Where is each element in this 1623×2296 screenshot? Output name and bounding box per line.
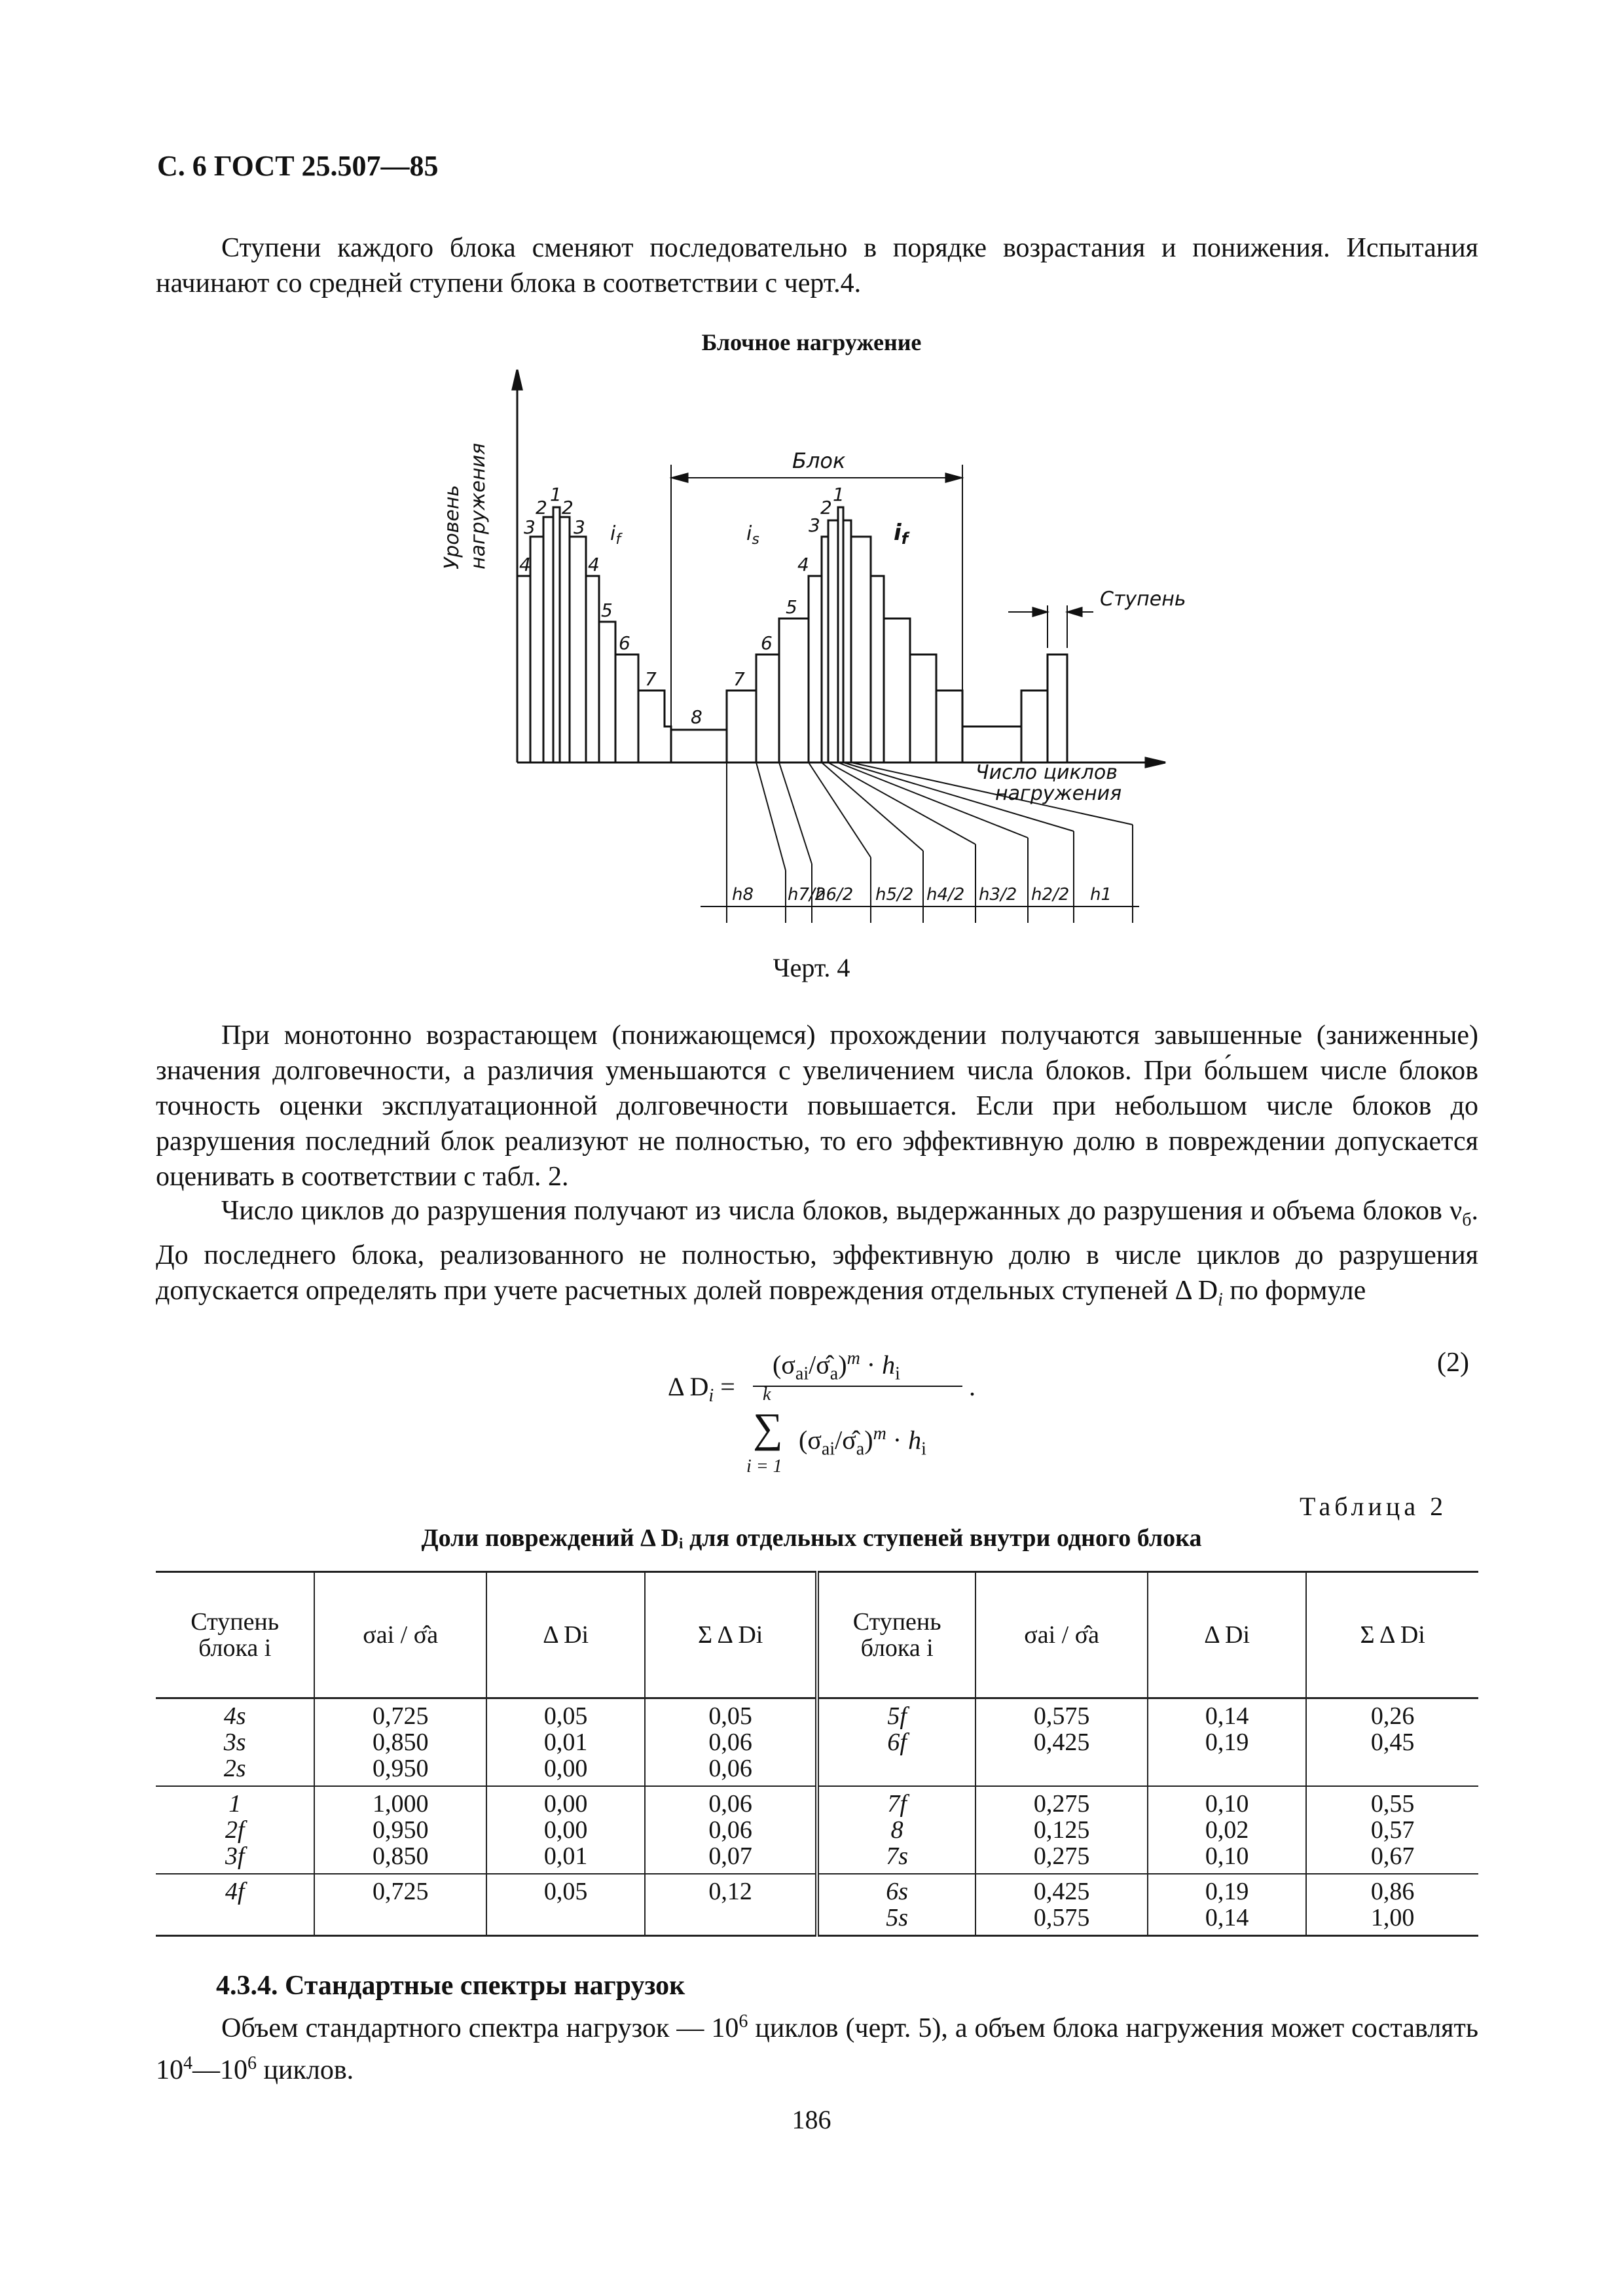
cell-value: 5f (887, 1702, 907, 1730)
table-cell (1148, 1698, 1306, 1787)
cell-value: 0,725 (372, 1878, 429, 1905)
cell-value: 3f (225, 1842, 245, 1870)
cell-value: 0,00 (543, 1790, 588, 1818)
h-label-6: h6/2 (815, 885, 854, 905)
cell-value: 0,10 (1205, 1790, 1249, 1818)
step-num-7-main: 7 (733, 668, 745, 690)
step-num-7-left: 7 (645, 668, 657, 690)
y-axis-label-2: нагружения (467, 442, 490, 569)
cell-value: 0,10 (1205, 1842, 1249, 1870)
table-cell (976, 1874, 1148, 1936)
col-dd-right: Δ Di (1148, 1572, 1306, 1698)
h-label-7: h7/2 (788, 885, 826, 905)
step-num-6-main: 6 (761, 632, 773, 654)
formula-denominator: $(\sigma_{ai}/\sigmâ_a)^m \cdot h_i$ (799, 1424, 926, 1460)
table-cell (976, 1786, 1148, 1874)
cell-value: 0,57 (1370, 1816, 1415, 1844)
formula-2: Δ $D_i$ = $(\sigma_{ai}/\sigmâ_a)^m \cdot h_i$ . k ∑ i = 1 $(\sigma_{ai}/\sigmâ_a)^m \cdot h_i$ (668, 1348, 976, 1477)
i-s-label: $i_s$ (746, 522, 759, 548)
table-cell (1148, 1874, 1306, 1936)
cell-value: 0,275 (1033, 1842, 1090, 1870)
cell-value: 6s (886, 1878, 909, 1905)
paragraph-3: Число циклов до разрушения получают из числа блоков, выдержанных до разрушения и объема блоков $\nu_б$. До последнего блока, реализованного не полностью, эффективную долю в числе циклов до разрушения допускается определять при учете расчетных долей повреждения отдельных ступеней Δ $D_i$ по формуле (156, 1196, 1478, 1310)
cell-value: 0,00 (543, 1755, 588, 1782)
paragraph-2-text: При монотонно возрастающем (понижающемся) прохождении получаются завышенные (заниженные) значения долговечности, а различия уменьшаются с увеличением числа блоков. При бо́льшем числе блоков точность оценки эксплуатационной долговечности повышается. Если при небольшом числе блоков до разрушения последний блок реализуют не полностью, то его эффективную долю в повреждении допускается оценивать в соответствии с табл. 2. (156, 1020, 1478, 1192)
cell-value: 0,01 (543, 1729, 588, 1756)
table-row (156, 1786, 1478, 1874)
h-label-8: h8 (732, 885, 754, 905)
figure-title: Блочное нагружение (701, 329, 922, 355)
table-cell (314, 1786, 486, 1874)
cell-value: 1 (228, 1790, 242, 1818)
col-step-left: Ступень блока i (156, 1572, 314, 1698)
x-axis-label-2: нагружения (995, 782, 1122, 805)
intro-paragraph (156, 230, 1478, 301)
cell-value: 0,05 (543, 1702, 588, 1730)
cell-value: 0,06 (708, 1790, 752, 1818)
cell-value: 7f (887, 1790, 907, 1818)
cell-value: 4f (225, 1878, 245, 1905)
cell-value: 0,26 (1370, 1702, 1415, 1730)
cell-value: 0,55 (1370, 1790, 1415, 1818)
cell-value: 1,00 (1370, 1904, 1415, 1931)
step-num-5-main: 5 (786, 596, 797, 618)
step-num-4b-left: 4 (588, 554, 600, 575)
cell-value: 0,06 (708, 1729, 752, 1756)
cell-value: 0,950 (372, 1755, 429, 1782)
cell-value: 0,575 (1033, 1702, 1090, 1730)
cell-value: 3s (223, 1729, 246, 1756)
step-num-1-left: 1 (550, 484, 562, 505)
cell-value: 0,425 (1033, 1729, 1090, 1756)
table-cell (645, 1786, 817, 1874)
step-num-5-left: 5 (601, 600, 613, 621)
table-cell (1148, 1786, 1306, 1874)
step-num-3b-left: 3 (574, 516, 585, 538)
cell-value: 5s (886, 1904, 909, 1931)
cell-value: 0,14 (1205, 1904, 1249, 1931)
cell-value: 0,06 (708, 1755, 752, 1782)
cell-value: 0,05 (708, 1702, 752, 1730)
cell-value: 2s (223, 1755, 246, 1782)
cell-value: 1,000 (372, 1790, 429, 1818)
step-num-8: 8 (691, 706, 702, 728)
load-steps-left (517, 507, 671, 762)
col-ratio-left: σai / σ̂a (314, 1572, 486, 1698)
col-sum-right: Σ Δ Di (1306, 1572, 1478, 1698)
cell-value: 0,725 (372, 1702, 429, 1730)
cell-value: 0,06 (708, 1816, 752, 1844)
formula-lhs: Δ $D_i$ = (668, 1372, 735, 1406)
step-label: Ступень (1100, 588, 1186, 611)
i-f-left: $i_f$ (610, 522, 621, 548)
step-num-4-main: 4 (797, 554, 809, 575)
intro-text: Ступени каждого блока сменяют последовательно в порядке возрастания и понижения. Испытания начинают со средней ступени блока в соответствии с черт.4. (156, 233, 1478, 298)
cell-value: 0,86 (1370, 1878, 1415, 1905)
formula-sum-lower: i = 1 (746, 1456, 782, 1477)
cell-value: 0,275 (1033, 1790, 1090, 1818)
cell-value: 0,850 (372, 1842, 429, 1870)
step-num-3-main: 3 (809, 514, 820, 536)
table-cell (486, 1698, 645, 1787)
col-ratio-right: σai / σ̂a (976, 1572, 1148, 1698)
step-num-2-left: 2 (536, 497, 547, 518)
page-number: 186 (792, 2105, 831, 2134)
section-heading: 4.3.4. Стандартные спектры нагрузок (216, 1971, 685, 2001)
h-label-3: h3/2 (979, 885, 1017, 905)
table-cell (156, 1786, 314, 1874)
cell-value: 0,19 (1205, 1878, 1249, 1905)
cell-value: 0,12 (708, 1878, 752, 1905)
table-cell (156, 1874, 314, 1936)
table-header-row (156, 1572, 1478, 1698)
cell-value: 2f (225, 1816, 245, 1844)
cell-value: 0,14 (1205, 1702, 1249, 1730)
table-cell (645, 1698, 817, 1787)
table-cell (314, 1698, 486, 1787)
table-title: Доли повреждений Δ Dᵢ для отдельных ступеней внутри одного блока (421, 1524, 1202, 1552)
h-label-5: h5/2 (875, 885, 914, 905)
step-num-6-left: 6 (619, 632, 630, 654)
step-num-1-main: 1 (833, 484, 845, 505)
paragraph-4: Объем стандартного спектра нагрузок — $10^6$ циклов (черт. 5), а объем блока нагружения может составлять $10^4—10^6$ циклов. (156, 2011, 1478, 2085)
table-cell (314, 1874, 486, 1936)
cell-value: 0,575 (1033, 1904, 1090, 1931)
page-header: С. 6 ГОСТ 25.507—85 (157, 150, 439, 182)
damage-table (156, 1571, 1478, 1937)
col-sum-left: Σ Δ Di (645, 1572, 817, 1698)
step-num-3-left: 3 (524, 516, 536, 538)
table-cell (1306, 1698, 1478, 1787)
step-num-2-main: 2 (820, 497, 832, 518)
formula-fraction-line (753, 1386, 962, 1387)
cell-value: 8 (890, 1816, 903, 1844)
h-label-4: h4/2 (926, 885, 965, 905)
table-row (156, 1698, 1478, 1787)
cell-value: 0,950 (372, 1816, 429, 1844)
paragraph-2 (156, 1018, 1478, 1194)
equation-number: (2) (1437, 1348, 1469, 1378)
formula-sum-sign: ∑ (753, 1405, 783, 1451)
table-cell (976, 1698, 1148, 1787)
i-f-right: if (894, 520, 909, 548)
cell-value: 0,00 (543, 1816, 588, 1844)
h-label-1: h1 (1090, 885, 1112, 905)
y-axis-arrow (513, 370, 522, 389)
block-loading-figure (419, 367, 1231, 936)
figure-caption: Черт. 4 (773, 953, 850, 982)
formula-numerator: $(\sigma_{ai}/\sigmâ_a)^m \cdot h_i$ (773, 1348, 900, 1384)
table-cell (1306, 1874, 1478, 1936)
table-label: Таблица 2 (1300, 1492, 1448, 1521)
step-num-2b-left: 2 (562, 497, 574, 518)
block-label: Блок (792, 448, 846, 473)
cell-value: 0,125 (1033, 1816, 1090, 1844)
cell-value: 0,19 (1205, 1729, 1249, 1756)
cell-value: 0,02 (1205, 1816, 1249, 1844)
table-cell (486, 1874, 645, 1936)
cell-value: 0,425 (1033, 1878, 1090, 1905)
table-cell (817, 1786, 976, 1874)
h-label-2: h2/2 (1031, 885, 1070, 905)
x-axis-label-1: Число циклов (976, 761, 1118, 784)
x-axis-arrow (1146, 758, 1165, 767)
cell-value: 0,05 (543, 1878, 588, 1905)
col-dd-left: Δ Di (486, 1572, 645, 1698)
cell-value: 0,45 (1370, 1729, 1415, 1756)
table-row (156, 1874, 1478, 1936)
y-axis-label-1: Уровень (441, 484, 464, 569)
table-cell (817, 1698, 976, 1787)
cell-value: 0,07 (708, 1842, 752, 1870)
cell-value: 0,67 (1370, 1842, 1415, 1870)
cell-value: 0,01 (543, 1842, 588, 1870)
cell-value: 7s (886, 1842, 909, 1870)
col-step-right: Ступень блока i (817, 1572, 976, 1698)
step-num-4-left: 4 (519, 554, 531, 575)
table-cell (156, 1698, 314, 1787)
cell-value: 6f (887, 1729, 907, 1756)
cell-value: 4s (223, 1702, 246, 1730)
table-cell (486, 1786, 645, 1874)
cell-value: 0,850 (372, 1729, 429, 1756)
formula-sum-upper: k (763, 1384, 771, 1405)
table-cell (645, 1874, 817, 1936)
table-cell (1306, 1786, 1478, 1874)
table-cell (817, 1874, 976, 1936)
